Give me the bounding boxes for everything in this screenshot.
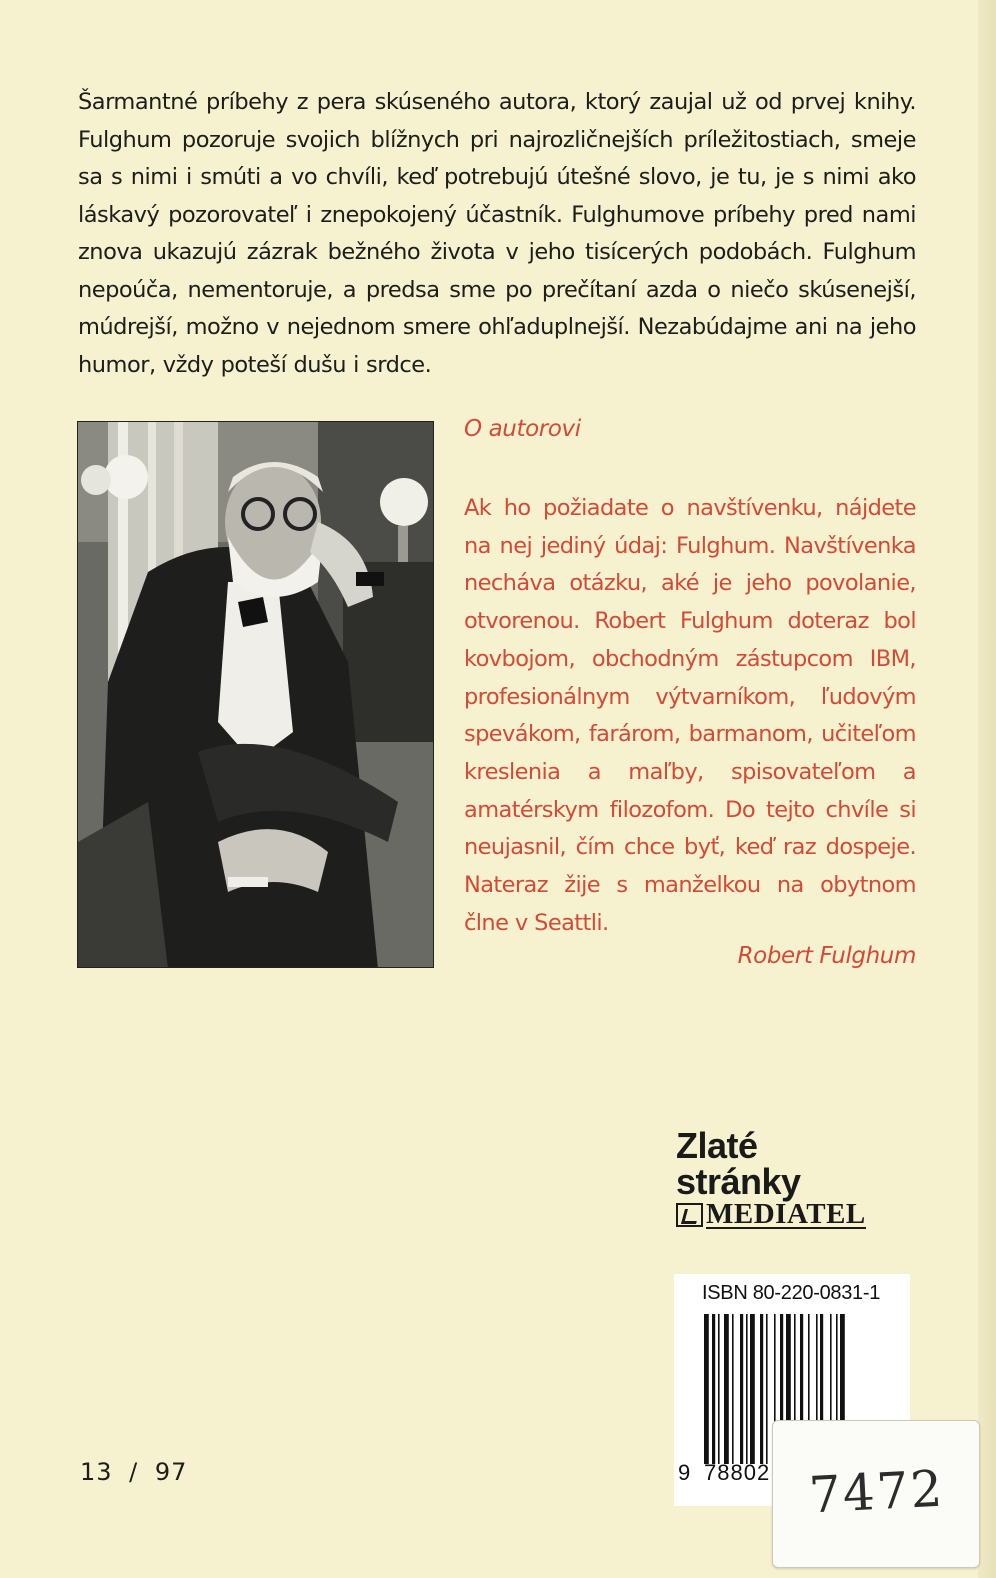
publisher-logo bbox=[676, 1125, 866, 1230]
cover-edge bbox=[978, 0, 996, 1578]
mediatel-logo-icon bbox=[676, 1203, 703, 1227]
mediatel-brand bbox=[676, 1198, 866, 1230]
logo-line-1: Zlaté bbox=[676, 1125, 758, 1166]
ean-first-digit: 9 bbox=[678, 1460, 691, 1485]
book-blurb: Šarmantné príbehy z pera skúseného autora, ktorý zaujal už od prvej knihy. Fulghum pozoruje svojich blížnych pri najrozličnejších príležitostiach, smeje sa s nimi i smúti a vo chvíli, keď potrebujú útešné slovo, je tu, je s nimi ako láskavý pozorovateľ i znepokojený účastník. Fulghumove príbehy pred nami znova ukazujú zázrak bežného života v jeho tisícerých podobách. Fulghum nepoúča, nementoruje, a predsa sme po prečítaní azda o niečo skúsenejší, múdrejší, možno v nejednom smere ohľaduplnejší. Nezabúdajme ani na jeho humor, vždy poteší dušu i srdce. bbox=[78, 89, 916, 378]
author-photo bbox=[77, 421, 434, 968]
logo-line-2: stránky bbox=[676, 1161, 801, 1202]
author-signature: Robert Fulghum bbox=[737, 943, 916, 969]
ean-digits: 78802 bbox=[704, 1460, 771, 1485]
isbn-label: ISBN 80-220-0831-1 bbox=[702, 1282, 881, 1304]
mediatel-wordmark: MEDIATEL bbox=[706, 1198, 866, 1230]
about-author-text: Ak ho požiadate o navštívenku, nájdete na nej jediný údaj: Fulghum. Navštívenka necháva otázku, aké je jeho povolanie, otvorenou. Robert Fulghum doteraz bol kovbojom, obchodným zástupcom IBM, profesionálnym výtvarníkom, ľudovým spevákom, farárom, barmanom, učiteľom kreslenia a maľby, spisovateľom a amatérskym filozofom. Do tejto chvíle si neujasnil, čím chce byť, keď raz dospeje. Nateraz žije s manželkou na obytnom člne v Seattli. bbox=[464, 495, 916, 936]
handwritten-number: 7472 bbox=[807, 1459, 946, 1525]
page-number: 13 / 97 bbox=[80, 1458, 188, 1486]
about-author-heading: O autorovi bbox=[464, 416, 581, 442]
library-sticker bbox=[772, 1420, 980, 1568]
